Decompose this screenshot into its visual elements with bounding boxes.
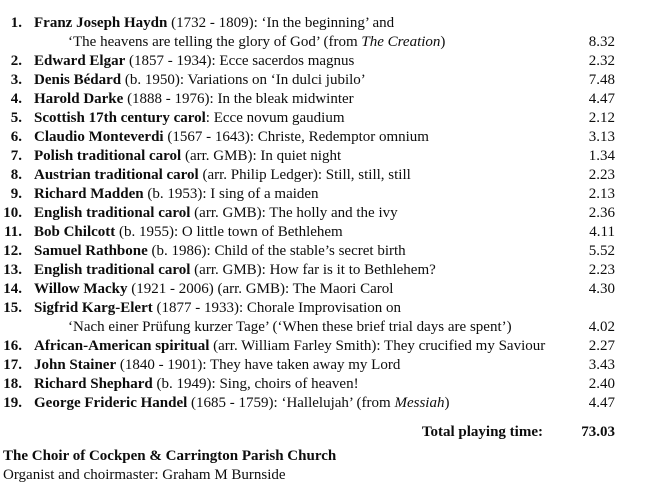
track-row [0,185,615,204]
track-detail: (1840 - 1901): They have taken away my Lord [116,357,401,373]
track-number: 4. [10,91,22,107]
composer-name: Franz Joseph Haydn [34,15,168,31]
composer-name: George Frideric Handel [34,395,188,411]
track-time [569,14,615,33]
track-row [0,90,615,109]
track-time: 2.23 [588,167,615,183]
track-text [22,147,569,166]
track-time: 4.02 [588,319,615,335]
track-time: 4.30 [588,281,615,297]
track-detail: (b. 1953): I sing of a maiden [143,186,319,202]
total-playing-time-row [0,423,615,442]
track-number: 1. [10,15,22,31]
track-text [22,90,569,109]
track-number: 2. [10,53,22,69]
track-text [22,375,569,394]
track-time: 4.11 [589,224,615,240]
track-row-continuation [0,318,615,337]
track-time: 7.48 [588,72,615,88]
track-detail: (1877 - 1933): Chorale Improvisation on [152,300,402,316]
track-text [22,299,569,318]
track-detail: ) [440,34,446,50]
track-detail: (arr. GMB): The holly and the ivy [190,205,398,221]
track-text [22,394,569,413]
track-list [0,14,615,413]
track-text [22,52,569,71]
track-detail: (b. 1949): Sing, choirs of heaven! [152,376,359,392]
track-number [0,33,22,52]
track-time: 1.34 [588,148,615,164]
track-row [0,128,615,147]
composer-name: Richard Madden [34,186,144,202]
track-text [22,223,569,242]
track-row [0,109,615,128]
track-detail: (arr. GMB): How far is it to Bethlehem? [190,262,436,278]
composer-name: Denis Bédard [34,72,122,88]
track-time [569,299,615,318]
track-time: 2.23 [588,262,615,278]
track-text [22,128,569,147]
track-detail: (b. 1950): Variations on ‘In dulci jubilo’ [121,72,366,88]
total-playing-time-value: 73.03 [581,424,615,440]
work-title-italic: The Creation [361,34,441,50]
track-number [0,318,22,337]
track-number: 11. [4,224,22,240]
track-time: 3.43 [588,357,615,373]
track-number: 19. [3,395,22,411]
composer-name: Samuel Rathbone [34,243,148,259]
track-time: 3.13 [588,129,615,145]
composer-name: Scottish 17th century carol [34,110,206,126]
track-row [0,223,615,242]
composer-name: Willow Macky [34,281,128,297]
track-number: 16. [3,338,22,354]
track-time: 4.47 [588,395,615,411]
composer-name: English traditional carol [34,205,191,221]
track-row [0,166,615,185]
track-detail: (1732 - 1809): ‘In the beginning’ and [167,15,395,31]
track-row [0,204,615,223]
track-number: 17. [3,357,22,373]
track-number: 10. [3,205,22,221]
work-title-italic: Messiah [394,395,445,411]
track-detail: (1888 - 1976): In the bleak midwinter [123,91,354,107]
track-number: 5. [10,110,22,126]
track-detail: (1857 - 1934): Ecce sacerdos magnus [125,53,355,69]
track-text [22,242,569,261]
track-detail: ) [444,395,450,411]
track-detail: (arr. William Farley Smith): They crucified my Saviour [209,338,546,354]
track-number: 12. [3,243,22,259]
track-detail: (b. 1955): O little town of Bethlehem [115,224,343,240]
track-text [22,14,569,33]
track-detail: (arr. GMB): In quiet night [181,148,342,164]
composer-name: Polish traditional carol [34,148,182,164]
track-row [0,242,615,261]
composer-name: Richard Shephard [34,376,153,392]
track-text [22,337,569,356]
track-number: 15. [3,300,22,316]
track-text [22,280,569,299]
track-text [22,166,569,185]
track-number: 7. [10,148,22,164]
composer-name: Bob Chilcott [34,224,116,240]
track-text [22,33,569,52]
track-row [0,356,615,375]
track-row-continuation [0,33,615,52]
track-row [0,337,615,356]
track-number: 18. [3,376,22,392]
track-detail: (arr. Philip Ledger): Still, still, still [198,167,411,183]
track-number: 3. [10,72,22,88]
track-detail: (1567 - 1643): Christe, Redemptor omnium [163,129,429,145]
track-row [0,299,615,318]
track-time: 4.47 [588,91,615,107]
track-detail: (1685 - 1759): ‘Hallelujah’ (from [187,395,395,411]
track-time: 2.40 [588,376,615,392]
track-detail: : Ecce novum gaudium [205,110,345,126]
track-time: 2.13 [588,186,615,202]
track-row [0,394,615,413]
track-time: 2.36 [588,205,615,221]
track-number: 14. [3,281,22,297]
track-text [22,185,569,204]
track-text [22,71,569,90]
track-row [0,14,615,33]
track-time: 8.32 [588,34,615,50]
track-row [0,261,615,280]
organist-credit: Organist and choirmaster: Graham M Burnside [3,467,286,483]
track-text [22,109,569,128]
track-time: 5.52 [588,243,615,259]
track-number: 8. [10,167,22,183]
composer-name: African-American spiritual [34,338,210,354]
track-text [22,261,569,280]
track-text [22,204,569,223]
track-row [0,71,615,90]
track-row [0,280,615,299]
track-row [0,52,615,71]
composer-name: Harold Darke [34,91,124,107]
track-number: 6. [10,129,22,145]
choir-name: The Choir of Cockpen & Carrington Parish Church [3,448,337,464]
footer [0,447,615,485]
composer-name: Claudio Monteverdi [34,129,164,145]
total-playing-time-label: Total playing time: [421,424,543,440]
composer-name: Edward Elgar [34,53,126,69]
track-detail: ‘The heavens are telling the glory of God’ (from [68,34,362,50]
track-time: 2.27 [588,338,615,354]
track-detail: (b. 1986): Child of the stable’s secret birth [147,243,406,259]
composer-name: English traditional carol [34,262,191,278]
track-row [0,375,615,394]
track-text [22,318,569,337]
track-time: 2.12 [588,110,615,126]
track-number: 13. [3,262,22,278]
track-detail: (1921 - 2006) (arr. GMB): The Maori Carol [127,281,394,297]
track-text [22,356,569,375]
track-row [0,147,615,166]
composer-name: Sigfrid Karg-Elert [34,300,153,316]
composer-name: Austrian traditional carol [34,167,199,183]
track-number: 9. [10,186,22,202]
track-detail: ‘Nach einer Prüfung kurzer Tage’ (‘When these brief trial days are spent’) [68,319,512,335]
composer-name: John Stainer [34,357,117,373]
track-time: 2.32 [588,53,615,69]
